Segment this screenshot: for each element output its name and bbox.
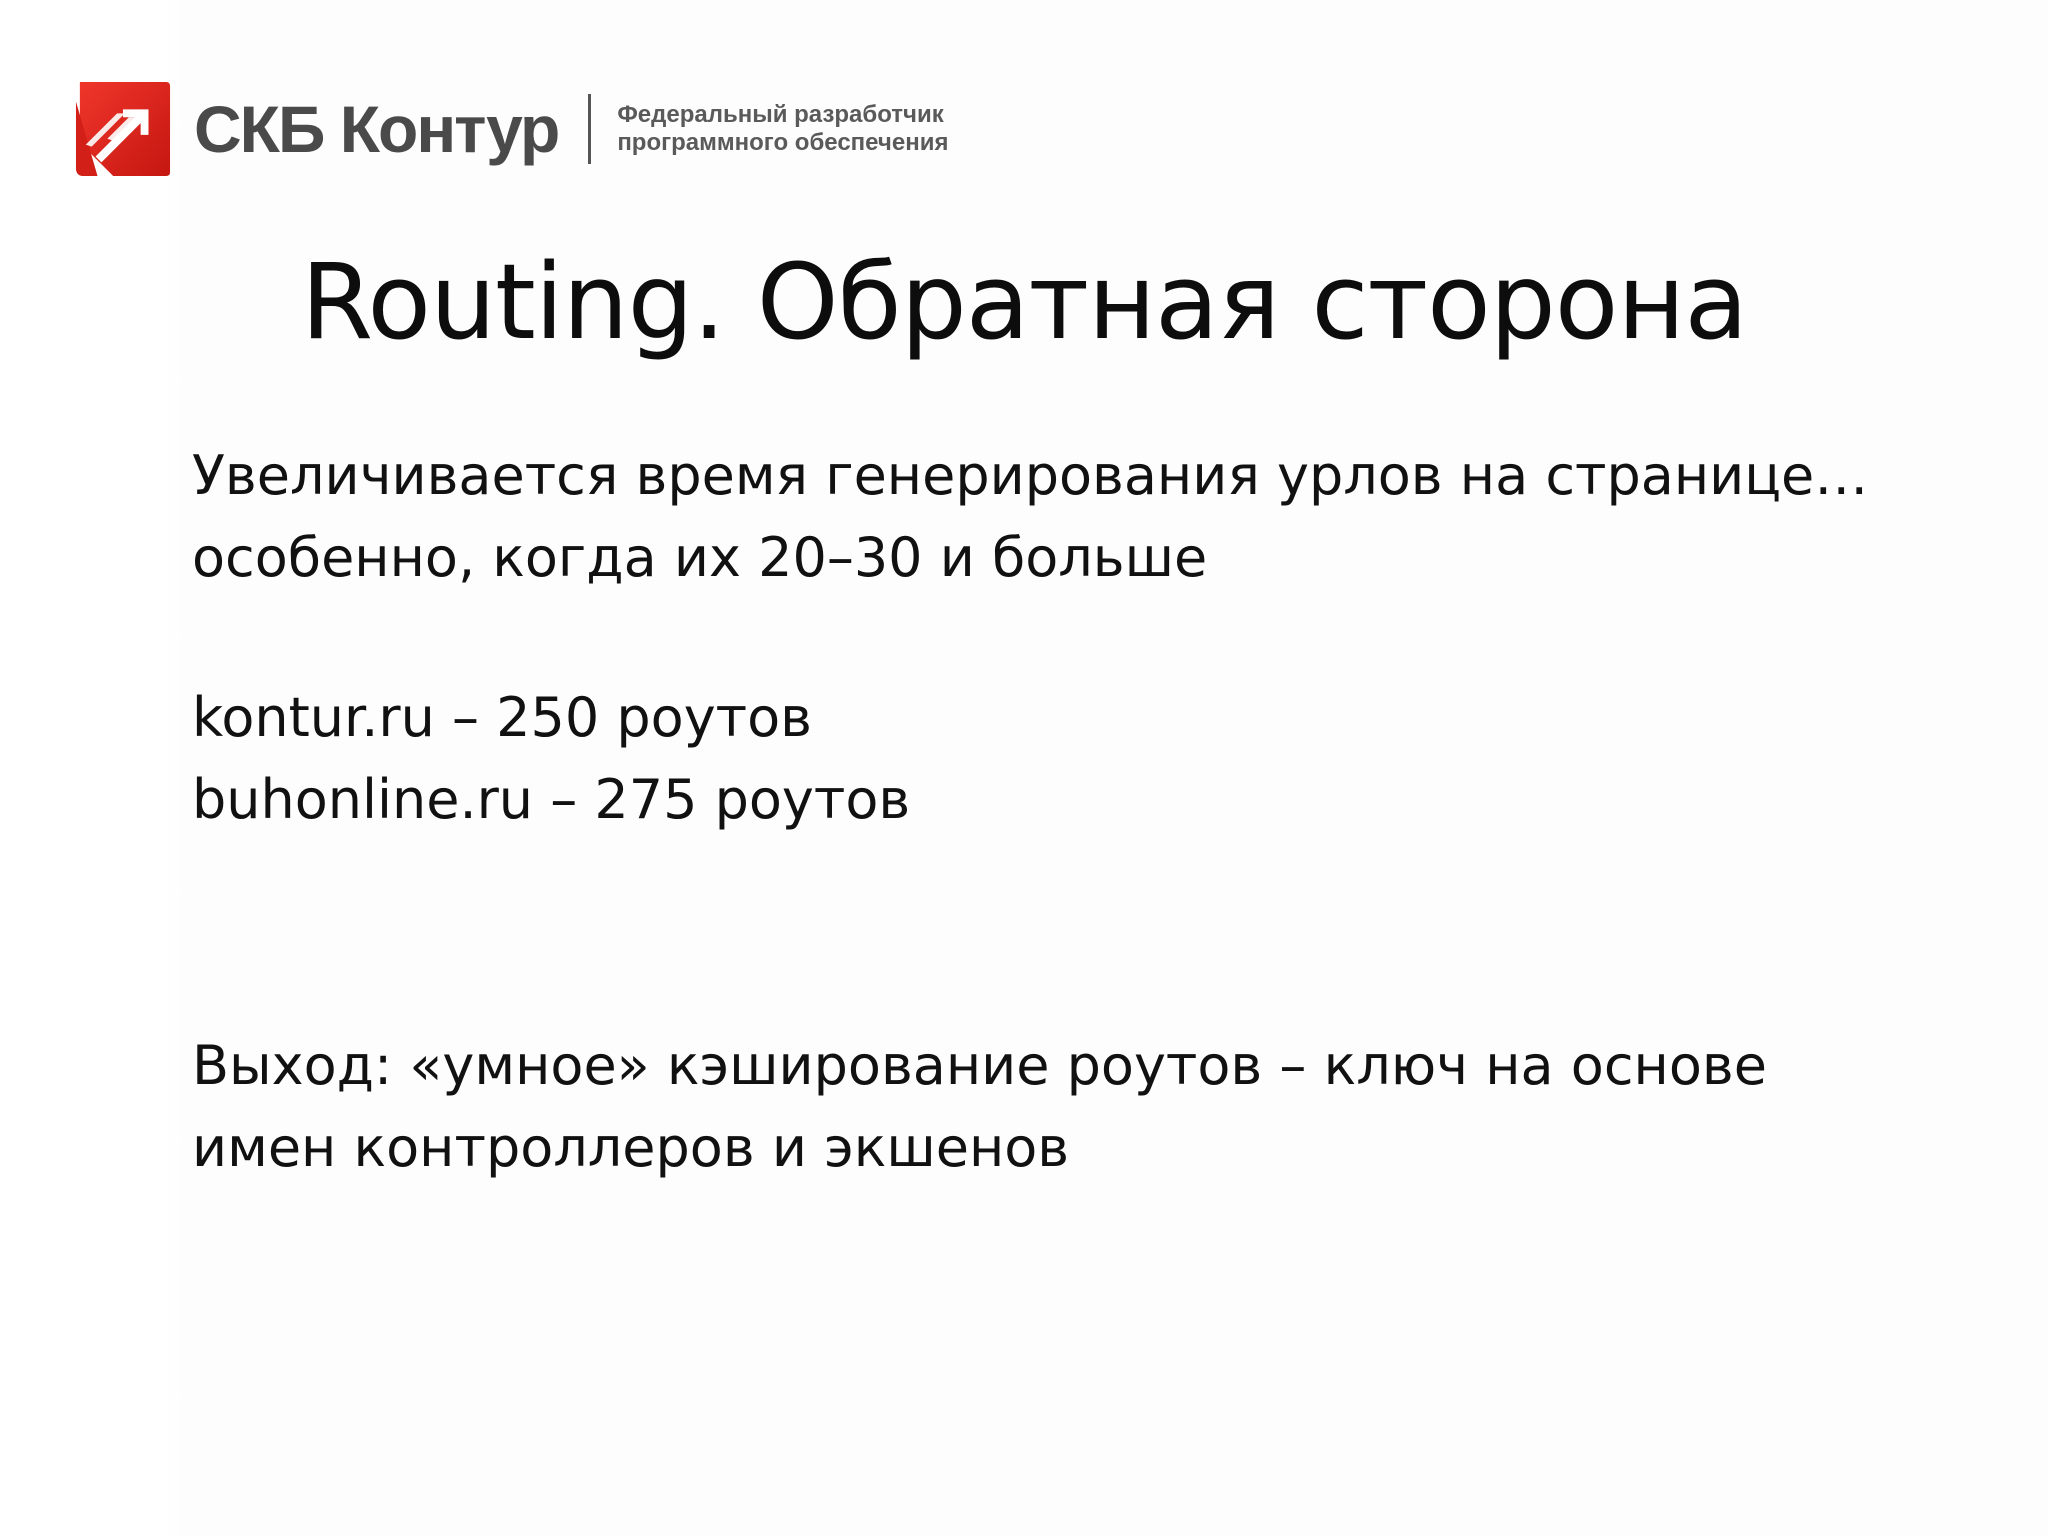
logo-tagline-line2: программного обеспечения bbox=[617, 129, 949, 156]
logo-tagline-line1: Федеральный разработчик bbox=[617, 101, 944, 128]
logo-tagline bbox=[617, 101, 948, 157]
stat-buhonline: buhonline.ru – 275 роутов bbox=[192, 768, 911, 831]
body-text-line: Увеличивается время генерирования урлов на странице… bbox=[192, 444, 1869, 507]
logo-divider bbox=[588, 94, 591, 164]
company-logo bbox=[74, 74, 948, 184]
stat-kontur: kontur.ru – 250 роутов bbox=[192, 686, 812, 749]
logo-company-name: СКБ Контур bbox=[194, 92, 559, 166]
conclusion-line: имен контроллеров и экшенов bbox=[192, 1116, 1070, 1179]
conclusion-line: Выход: «умное» кэширование роутов – ключ на основе bbox=[192, 1034, 1767, 1097]
body-text-line: особенно, когда их 20–30 и больше bbox=[192, 526, 1208, 589]
slide-title: Routing. Обратная сторона bbox=[300, 241, 1748, 363]
kontur-logo-icon bbox=[74, 80, 172, 178]
